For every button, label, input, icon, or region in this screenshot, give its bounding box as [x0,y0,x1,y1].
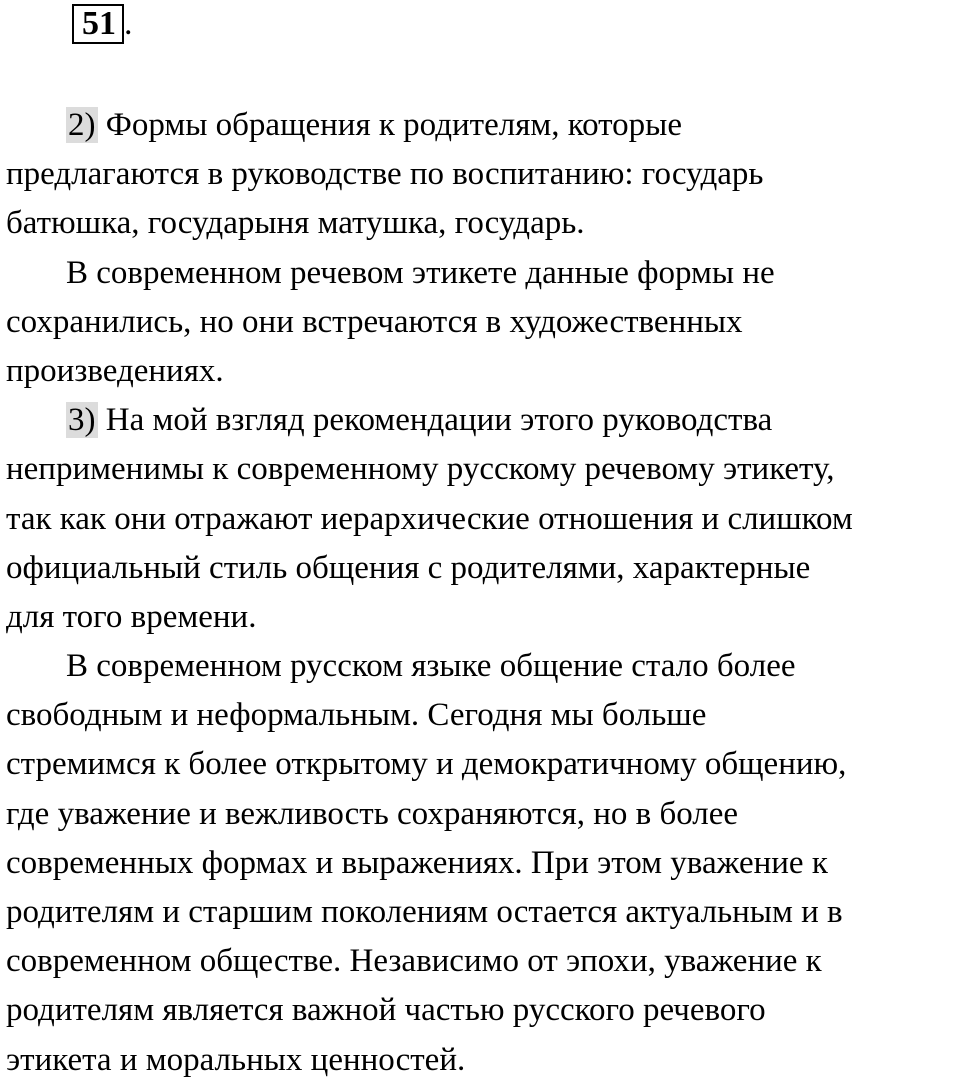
line-text: свободным и неформальным. Сегодня мы больше [6,697,707,734]
line-text: родителям и старшим поколениям остается актуальным и в [6,894,843,930]
line-text: В современном русском языке общение стало более [66,648,796,685]
paragraph-line [6,199,960,248]
exercise-number-dot: . [124,5,133,42]
paragraph-line [6,642,960,691]
line-text: этикета и моральных ценностей. [6,1041,466,1078]
paragraph-line [6,347,960,396]
paragraph-line [6,937,960,986]
line-text: В современном речевом этикете данные формы не [66,254,775,291]
paragraph-line [6,1036,960,1085]
paragraph-line [6,691,960,740]
paragraph-line [6,740,960,789]
exercise-number-box: 51 [72,4,124,44]
line-text: батюшка, государыня матушка, государь. [6,205,585,242]
line-text: для того времени. [6,598,257,635]
line-text: На мой взгляд рекомендации этого руководства [97,402,773,439]
line-text: родителям является важной частью русского речевого [6,992,766,1029]
line-text: где уважение и вежливость сохраняются, но в более [6,795,739,832]
paragraph-line [6,593,960,642]
line-text: предлагаются в руководстве по воспитанию: государь [6,156,764,193]
line-text: современных формах и выражениях. При этом уважение к [6,844,828,881]
answer-text [6,101,960,1085]
paragraph-line [6,790,960,839]
line-text: современном обществе. Независимо от эпохи, уважение к [6,943,822,980]
paragraph-line [6,150,960,199]
paragraph-line [6,445,960,494]
paragraph-line [6,495,960,544]
paragraph-line [6,396,960,445]
line-text: произведениях. [6,352,224,389]
paragraph-line [6,298,960,347]
line-text: сохранились, но они встречаются в художественных [6,303,743,340]
line-text: так как они отражают иерархические отношения и слишком [6,500,853,537]
paragraph-line [6,249,960,298]
line-text: официальный стиль общения с родителями, характерные [6,549,811,586]
paragraph-line [6,888,960,937]
paragraph-line [6,101,960,150]
line-text: Формы обращения к родителям, которые [97,107,682,143]
line-text: стремимся к более открытому и демократичному общению, [6,746,847,783]
exercise-number [72,4,133,42]
item-marker: 3) [68,402,96,439]
paragraph-line [6,986,960,1035]
paragraph-line [6,544,960,593]
line-text: неприменимы к современному русскому речевому этикету, [6,451,835,488]
item-marker: 2) [68,107,96,143]
paragraph-line [6,839,960,888]
